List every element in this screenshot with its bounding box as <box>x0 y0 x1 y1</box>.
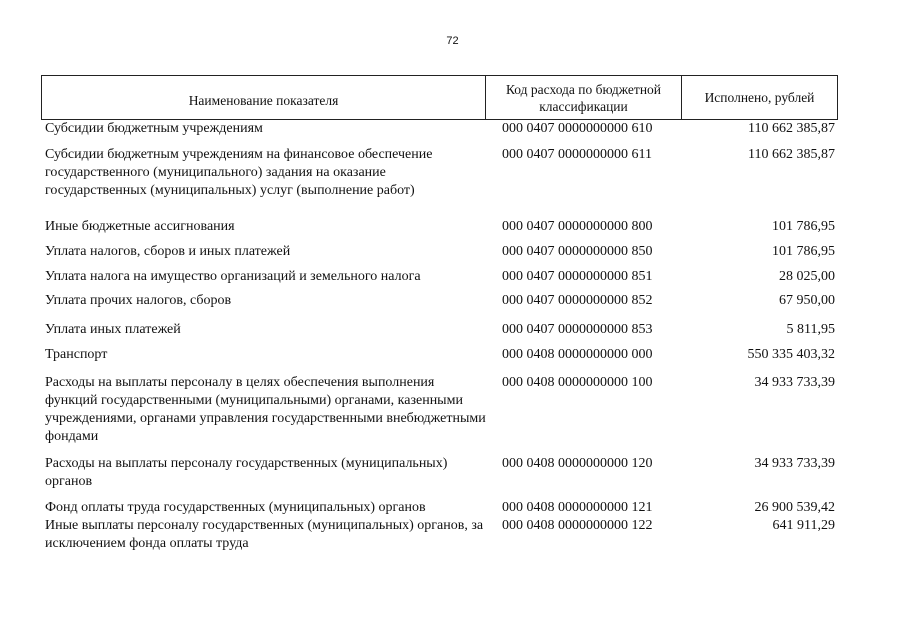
row-name: Иные бюджетные ассигнования <box>45 219 235 234</box>
row-name: Субсидии бюджетным учреждениям <box>45 121 263 136</box>
row-code: 000 0407 0000000000 852 <box>502 293 653 308</box>
row-amount: 34 933 733,39 <box>754 375 835 390</box>
row-code: 000 0407 0000000000 853 <box>502 322 653 337</box>
row-amount: 641 911,29 <box>772 518 835 533</box>
row-amount: 110 662 385,87 <box>748 121 835 136</box>
row-name: Уплата налога на имущество организаций и земельного налога <box>45 269 421 284</box>
row-amount: 550 335 403,32 <box>747 347 835 362</box>
row-name: Транспорт <box>45 347 108 362</box>
row-amount: 67 950,00 <box>779 293 835 308</box>
row-code: 000 0408 0000000000 100 <box>502 375 653 390</box>
row-name: Расходы на выплаты персоналу в целях обеспечения выполнения функций государственными (муниципальными) органами, казенными учреждениями, органами управления государственными внебюджетными фондами <box>45 375 486 444</box>
row-amount: 110 662 385,87 <box>748 147 835 162</box>
header-name: Наименование показателя <box>42 76 486 119</box>
row-code: 000 0407 0000000000 611 <box>502 147 652 162</box>
table-header <box>41 75 838 120</box>
row-name: Расходы на выплаты персоналу государственных (муниципальных) органов <box>45 456 448 489</box>
row-code: 000 0408 0000000000 122 <box>502 518 653 533</box>
row-amount: 34 933 733,39 <box>754 456 835 471</box>
row-name: Фонд оплаты труда государственных (муниципальных) органов <box>45 500 426 515</box>
row-amount: 5 811,95 <box>786 322 835 337</box>
row-code: 000 0408 0000000000 120 <box>502 456 653 471</box>
row-amount: 101 786,95 <box>772 244 835 259</box>
row-amount: 28 025,00 <box>779 269 835 284</box>
header-code: Код расхода по бюджетной классификации <box>486 76 682 119</box>
row-code: 000 0407 0000000000 800 <box>502 219 653 234</box>
row-code: 000 0408 0000000000 121 <box>502 500 653 515</box>
row-code: 000 0407 0000000000 850 <box>502 244 653 259</box>
row-name: Субсидии бюджетным учреждениям на финансовое обеспечение государственного (муниципального) задания на оказание государственных (муниципальных) услуг (выполнение работ) <box>45 147 433 198</box>
row-amount: 101 786,95 <box>772 219 835 234</box>
row-amount: 26 900 539,42 <box>754 500 835 515</box>
row-code: 000 0407 0000000000 851 <box>502 269 653 284</box>
row-name: Уплата налогов, сборов и иных платежей <box>45 244 291 259</box>
header-amount: Исполнено, рублей <box>704 90 815 105</box>
page-number: 72 <box>446 35 459 47</box>
row-name: Уплата иных платежей <box>45 322 181 337</box>
row-name: Уплата прочих налогов, сборов <box>45 293 232 308</box>
row-name: Иные выплаты персоналу государственных (муниципальных) органов, за исключением фонда оплаты труда <box>45 518 484 551</box>
row-code: 000 0407 0000000000 610 <box>502 121 653 136</box>
row-code: 000 0408 0000000000 000 <box>502 347 653 362</box>
